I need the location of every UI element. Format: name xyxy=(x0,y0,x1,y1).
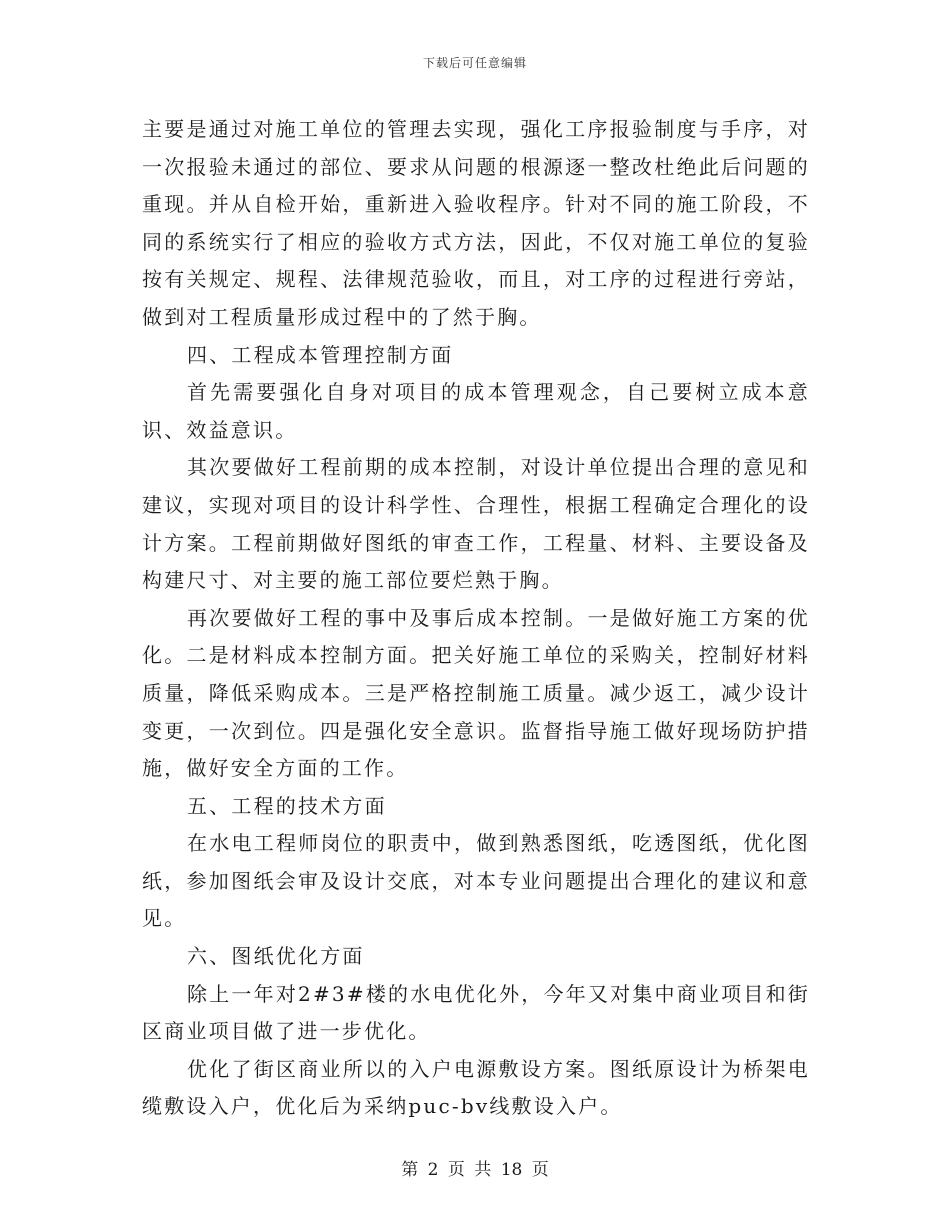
page-header: 下载后可任意编辑 xyxy=(422,56,527,70)
paragraph-optimization-projects: 除上一年对2#3#楼的水电优化外，今年又对集中商业项目和街区商业项目做了进一步优化。 xyxy=(142,981,810,1044)
paragraph-power-cable-optimization: 优化了街区商业所以的入户电源敷设方案。图纸原设计为桥架电缆敷设入户，优化后为采纳puc-bv线敷设入户。 xyxy=(142,1056,810,1119)
page-footer: 第 2 页 共 18 页 xyxy=(401,1160,549,1180)
paragraph-early-cost-control: 其次要做好工程前期的成本控制，对设计单位提出合理的意见和建议，实现对项目的设计科学性、合理性，根据工程确定合理化的设计方案。工程前期做好图纸的审查工作，工程量、材料、主要设备及构建尺寸、对主要的施工部位要烂熟于胸。 xyxy=(142,455,810,593)
heading-cost-management: 四、工程成本管理控制方面 xyxy=(187,342,454,367)
paragraph-cost-awareness: 首先需要强化自身对项目的成本管理观念，自己要树立成本意识、效益意识。 xyxy=(142,380,810,442)
document-body xyxy=(142,111,810,1126)
paragraph-technical-duties: 在水电工程师岗位的职责中，做到熟悉图纸，吃透图纸，优化图纸，参加图纸会审及设计交底，对本专业问题提出合理化的建议和意见。 xyxy=(142,831,810,931)
heading-technical: 五、工程的技术方面 xyxy=(187,793,387,818)
heading-drawing-optimization: 六、图纸优化方面 xyxy=(187,944,365,969)
paragraph-mid-post-cost-control: 再次要做好工程的事中及事后成本控制。一是做好施工方案的优化。二是材料成本控制方面。把关好施工单位的采购关，控制好材料质量，降低采购成本。三是严格控制施工质量。减少返工，减少设计变更，一次到位。四是强化安全意识。监督指导施工做好现场防护措施，做好安全方面的工作。 xyxy=(142,605,810,781)
paragraph-quality-control: 主要是通过对施工单位的管理去实现，强化工序报验制度与手序，对一次报验未通过的部位、要求从问题的根源逐一整改杜绝此后问题的重现。并从自检开始，重新进入验收程序。针对不同的施工阶段，不同的系统实行了相应的验收方式方法，因此，不仅对施工单位的复验按有关规定、规程、法律规范验收，而且，对工序的过程进行旁站，做到对工程质量形成过程中的了然于胸。 xyxy=(142,117,810,329)
